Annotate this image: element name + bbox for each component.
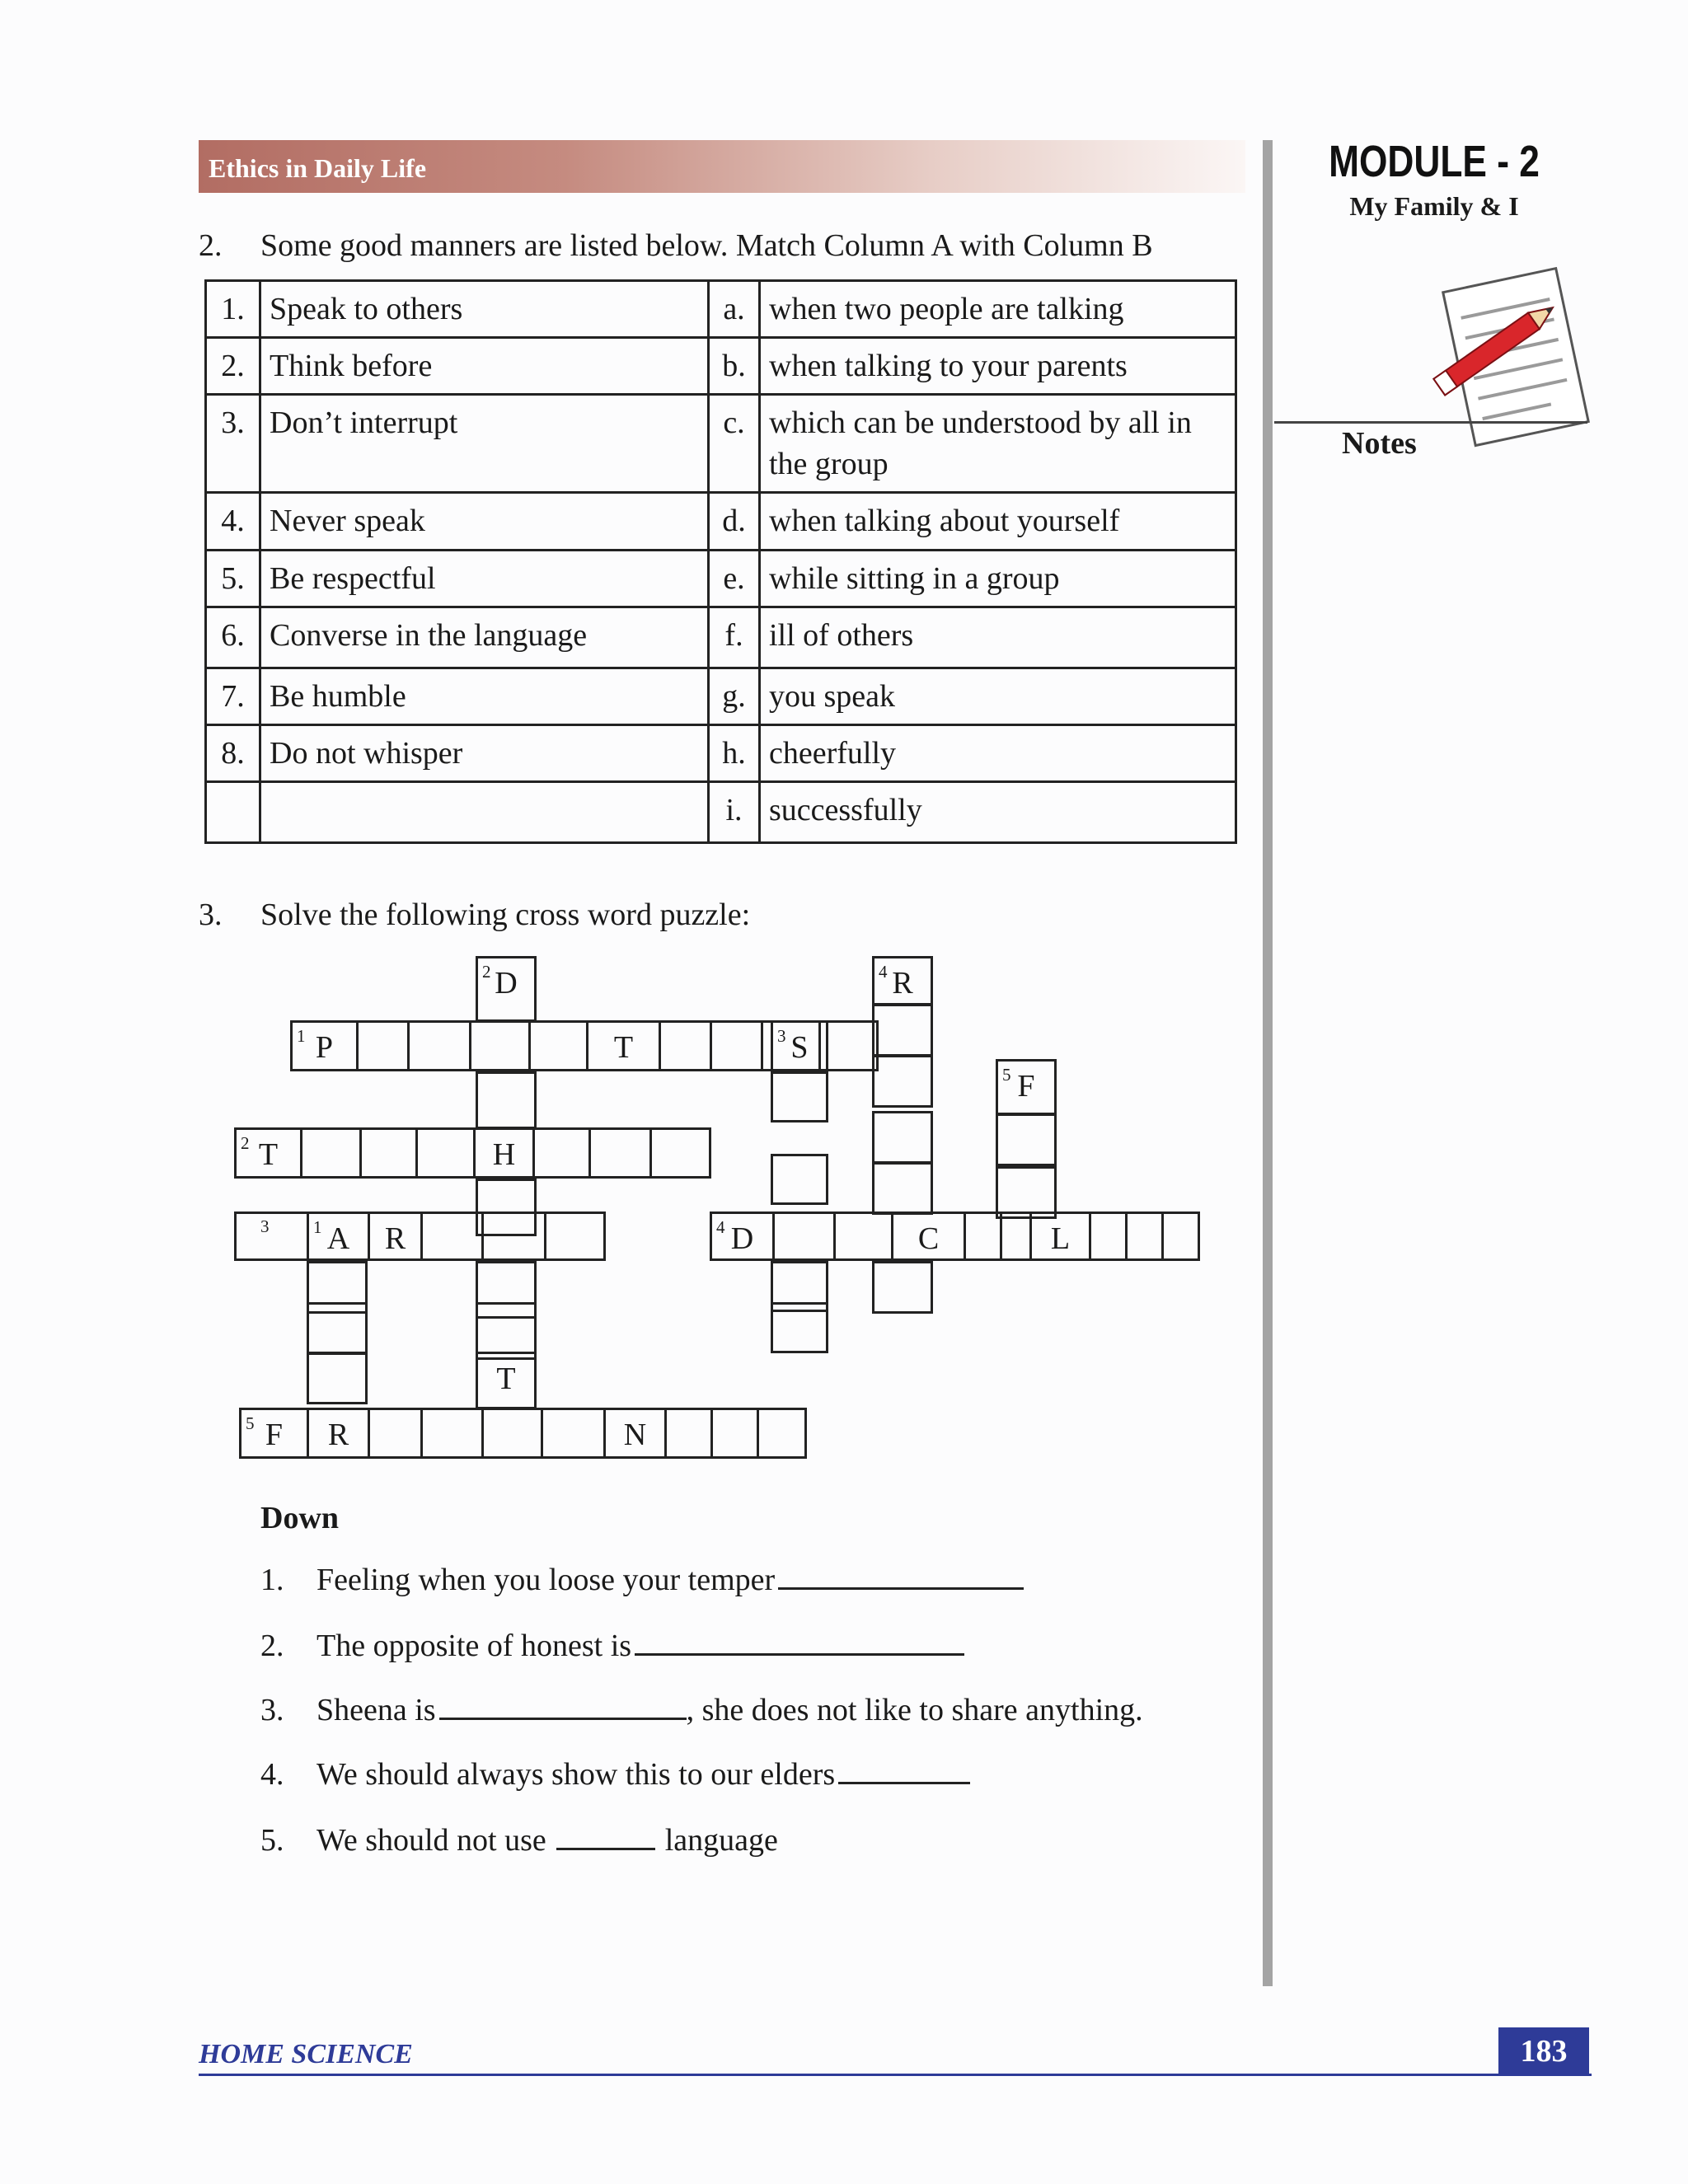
answer-blank[interactable] (556, 1821, 655, 1850)
crossword-cell[interactable] (307, 1408, 370, 1459)
crossword-cell[interactable] (239, 1408, 309, 1459)
column-b-text: when talking about yourself (760, 493, 1236, 551)
cell-letter: F (1017, 1069, 1035, 1104)
column-b-text: when two people are talking (760, 281, 1236, 338)
column-a-text: Don’t interrupt (260, 395, 709, 493)
crossword-cell[interactable] (476, 1352, 537, 1409)
column-a-text: Never speak (260, 493, 709, 551)
cell-letter: L (1050, 1221, 1071, 1256)
crossword-cell[interactable] (541, 1408, 606, 1459)
crossword-cell[interactable] (1029, 1212, 1091, 1261)
cell-letter: A (326, 1221, 350, 1256)
crossword-cell[interactable] (771, 1302, 828, 1353)
question-3-text: Solve the following cross word puzzle: (260, 898, 751, 932)
crossword-cell[interactable] (234, 1127, 302, 1179)
crossword-cell[interactable] (420, 1212, 484, 1261)
column-a-number: 6. (206, 607, 260, 668)
column-b-letter: d. (709, 493, 760, 551)
down-clues-title: Down (260, 1501, 340, 1535)
crossword-cell[interactable] (532, 1127, 591, 1179)
down-clue-number: 2. (260, 1629, 284, 1663)
down-clue-text: The opposite of honest is (316, 1629, 632, 1663)
clue-number: 2 (241, 1133, 250, 1153)
column-a-text: Speak to others (260, 281, 709, 338)
down-clue-text: Sheena is (316, 1693, 436, 1727)
crossword-cell[interactable] (476, 1071, 537, 1129)
column-b-text: successfully (760, 782, 1236, 843)
column-a-text: Converse in the language (260, 607, 709, 668)
column-b-letter: g. (709, 668, 760, 725)
column-a-number: 8. (206, 725, 260, 782)
crossword-cell[interactable] (307, 1302, 368, 1355)
down-clue-text: We should always show this to our elders (316, 1757, 836, 1792)
crossword-cell[interactable] (757, 1408, 807, 1459)
cell-letter: R (892, 966, 913, 1001)
column-a-number: 1. (206, 281, 260, 338)
column-a-text: Be respectful (260, 551, 709, 607)
crossword-cell[interactable] (544, 1212, 606, 1261)
crossword-cell[interactable] (234, 1212, 309, 1261)
crossword-cell[interactable] (772, 1212, 836, 1261)
column-a-number: 2. (206, 338, 260, 395)
column-b-text: when talking to your parents (760, 338, 1236, 395)
crossword-cell[interactable] (307, 1352, 368, 1404)
crossword-cell[interactable] (996, 1059, 1057, 1115)
column-b-letter: e. (709, 551, 760, 607)
clue-number: 3 (777, 1026, 786, 1046)
crossword-cell[interactable] (368, 1408, 423, 1459)
column-a-number: 5. (206, 551, 260, 607)
crossword-cell[interactable] (407, 1020, 471, 1071)
clue-number-outside: 3 (260, 1216, 270, 1236)
crossword-cell[interactable] (290, 1020, 359, 1071)
module-title: MODULE - 2 (1329, 137, 1540, 186)
column-b-text: ill of others (760, 607, 1236, 668)
crossword-cell[interactable] (872, 1162, 933, 1215)
crossword-cell[interactable] (710, 1408, 759, 1459)
down-clue-text: We should not use (316, 1823, 546, 1858)
answer-blank[interactable] (838, 1755, 970, 1784)
column-b-letter: h. (709, 725, 760, 782)
crossword-cell[interactable] (1161, 1212, 1200, 1261)
crossword-cell[interactable] (420, 1408, 484, 1459)
page-number: 183 (1498, 2027, 1589, 2075)
chapter-title: Ethics in Daily Life (209, 153, 427, 183)
cell-letter: H (492, 1137, 516, 1172)
down-clue-item (260, 1627, 964, 1664)
column-b-letter: b. (709, 338, 760, 395)
question-2-number: 2. (199, 228, 223, 263)
crossword-cell[interactable] (771, 1020, 828, 1073)
cell-letter: C (917, 1221, 940, 1256)
cell-letter: D (495, 966, 518, 1001)
cell-letter: T (258, 1137, 279, 1172)
crossword-cell[interactable] (872, 1111, 933, 1164)
cell-letter: T (496, 1361, 516, 1396)
column-a-number: 4. (206, 493, 260, 551)
down-clue-number: 5. (260, 1823, 284, 1858)
column-b-letter: i. (709, 782, 760, 843)
down-clue-item (260, 1821, 778, 1858)
crossword-cell[interactable] (368, 1212, 423, 1261)
crossword-cell[interactable] (664, 1408, 713, 1459)
crossword-cell[interactable] (415, 1127, 476, 1179)
answer-blank[interactable] (635, 1627, 964, 1656)
crossword-cell[interactable] (872, 1004, 933, 1057)
column-a-text: Be humble (260, 668, 709, 725)
down-clue-item (260, 1755, 970, 1793)
crossword-cell[interactable] (356, 1020, 410, 1071)
crossword-cell[interactable] (1089, 1212, 1128, 1261)
column-a-number: 3. (206, 395, 260, 493)
question-3-number: 3. (199, 898, 223, 932)
cell-letter: R (327, 1418, 349, 1452)
column-b-letter: a. (709, 281, 760, 338)
crossword-cell[interactable] (1125, 1212, 1164, 1261)
crossword-cell[interactable] (307, 1212, 370, 1261)
answer-blank[interactable] (439, 1691, 687, 1720)
clue-number: 1 (313, 1217, 322, 1237)
down-clue-text-after: , she does not like to share anything. (686, 1693, 1143, 1727)
cell-letter: F (265, 1418, 284, 1452)
crossword-cell[interactable] (833, 1212, 893, 1261)
crossword-cell[interactable] (476, 956, 537, 1022)
clue-number: 2 (482, 962, 491, 982)
crossword-cell[interactable] (771, 1071, 828, 1122)
crossword-cell[interactable] (659, 1020, 712, 1071)
crossword-cell[interactable] (710, 1020, 763, 1071)
crossword-cell[interactable] (586, 1020, 661, 1071)
cell-letter: D (730, 1221, 754, 1256)
answer-blank[interactable] (778, 1561, 1024, 1590)
column-a-text: Do not whisper (260, 725, 709, 782)
down-clue-text: Feeling when you loose your temper (316, 1563, 776, 1597)
crossword-cell[interactable] (872, 956, 933, 1005)
cell-letter: R (384, 1221, 406, 1256)
crossword-cell[interactable] (481, 1408, 543, 1459)
crossword-cell[interactable] (476, 1179, 537, 1236)
footer-rule (199, 2074, 1592, 2076)
clue-number: 4 (716, 1217, 725, 1237)
notes-label: Notes (1342, 426, 1417, 461)
crossword-cell[interactable] (588, 1127, 652, 1179)
column-b-text: cheerfully (760, 725, 1236, 782)
column-b-letter: c. (709, 395, 760, 493)
clue-number: 4 (879, 962, 888, 982)
column-a-number: 7. (206, 668, 260, 725)
crossword-cell[interactable] (710, 1212, 775, 1261)
cell-letter: N (623, 1418, 647, 1452)
crossword-cell[interactable] (891, 1212, 966, 1261)
crossword-cell[interactable] (473, 1127, 535, 1179)
cell-letter: S (790, 1030, 809, 1065)
crossword-cell[interactable] (1000, 1212, 1032, 1261)
clue-number: 5 (246, 1413, 255, 1433)
question-2-text: Some good manners are listed below. Match Column A with Column B (260, 228, 1153, 263)
cell-letter: P (315, 1030, 334, 1065)
down-clue-item (260, 1691, 1143, 1728)
crossword-cell[interactable] (996, 1113, 1057, 1166)
crossword-cell[interactable] (528, 1020, 588, 1071)
crossword-cell[interactable] (469, 1020, 531, 1071)
down-clue-text-after: language (664, 1823, 778, 1858)
down-clue-number: 1. (260, 1563, 284, 1597)
crossword-cell[interactable] (603, 1408, 667, 1459)
cell-letter: T (613, 1030, 634, 1065)
crossword-cell[interactable] (872, 1261, 933, 1314)
crossword-cell[interactable] (964, 1212, 1002, 1261)
column-b-text: you speak (760, 668, 1236, 725)
column-a-text: Think before (260, 338, 709, 395)
clue-number: 5 (1002, 1065, 1011, 1085)
down-clue-item (260, 1561, 1024, 1598)
down-clue-number: 3. (260, 1693, 284, 1727)
crossword-cell[interactable] (359, 1127, 418, 1179)
column-b-text: which can be understood by all in the group (760, 395, 1236, 493)
crossword-cell[interactable] (771, 1154, 828, 1205)
clue-number: 1 (297, 1026, 306, 1046)
down-clue-number: 4. (260, 1757, 284, 1792)
footer-title: HOME SCIENCE (199, 2039, 413, 2069)
crossword-cell[interactable] (300, 1127, 362, 1179)
crossword-cell[interactable] (996, 1166, 1057, 1219)
crossword-cell[interactable] (649, 1127, 711, 1179)
column-b-text: while sitting in a group (760, 551, 1236, 607)
module-subtitle: My Family & I (1349, 191, 1519, 221)
column-b-letter: f. (709, 607, 760, 668)
crossword-cell[interactable] (872, 1055, 933, 1108)
